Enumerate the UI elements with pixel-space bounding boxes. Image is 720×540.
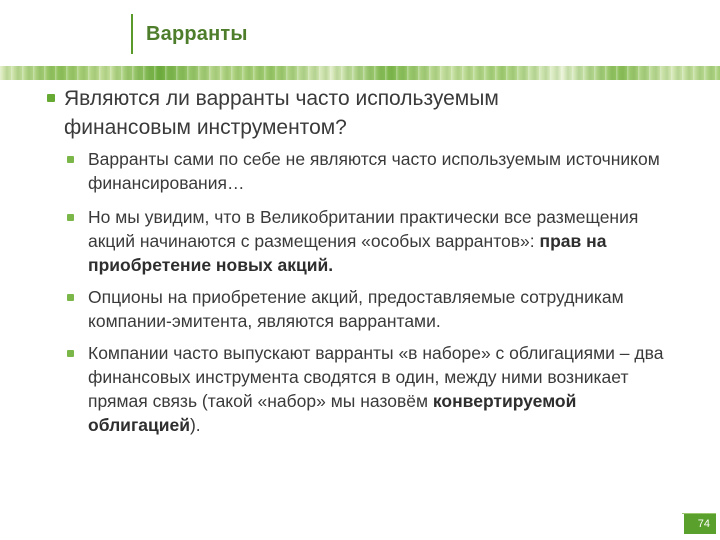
main-point: Являются ли варранты часто используемым финансовым инструментом? (64, 87, 499, 139)
list-item-bold: прав на приобретение новых акций. (88, 231, 607, 275)
list-item (88, 147, 688, 195)
list-item-text: Но мы увидим, что в Великобритании практически все размещения акций начинаются с размещения «особых варрантов»: (88, 207, 639, 251)
list-item (88, 205, 688, 277)
list-item-text: Компании часто выпускают варранты «в наборе» с облигациями – два финансовых инструмента сводятся в один, между ними возникает прямая связь (такой «набор» мы назовём (88, 343, 664, 411)
bullet-square-icon (67, 214, 74, 221)
decorative-band (0, 66, 720, 80)
bullet-square-icon (67, 294, 74, 301)
bullet-square-icon (67, 156, 74, 163)
title-bar (131, 14, 248, 54)
list-item-text: Опционы на приобретение акций, предоставляемые сотрудникам компании-эмитента, являются варрантами. (88, 287, 624, 331)
page-number: 74 (684, 514, 716, 534)
bullet-square-icon (67, 350, 74, 357)
slide-title: Варранты (146, 22, 248, 45)
list-item-text: Варранты сами по себе не являются часто используемым источником финансирования… (88, 149, 660, 193)
list-item-bold: конвертируемой облигацией (88, 391, 577, 435)
list-item-text-after: ). (189, 415, 201, 435)
list-item (88, 285, 688, 333)
list-item (88, 341, 688, 437)
bullet-square-icon (47, 94, 55, 102)
